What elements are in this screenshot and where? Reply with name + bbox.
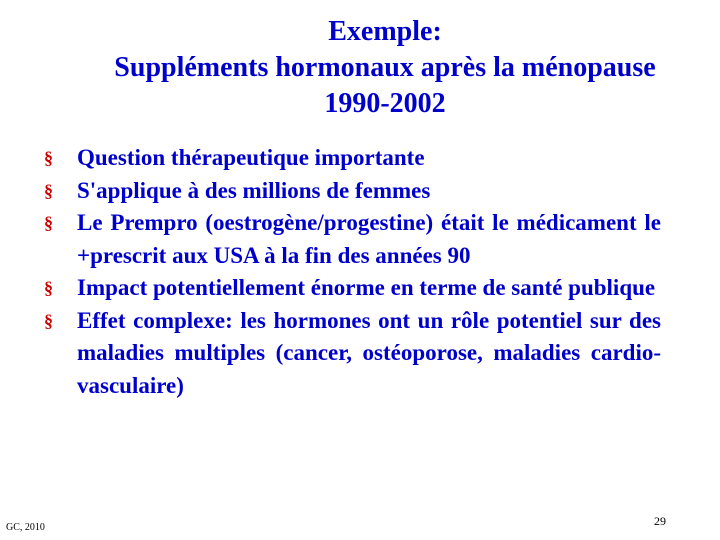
bullet-marker-icon: § [44, 213, 53, 233]
bullet-text: Effet complexe: les hormones ont un rôle potentiel sur des maladies multiples (cancer, ostéoporose, maladies cardio-vasculaire) [77, 307, 661, 398]
bullet-item [40, 175, 661, 208]
bullet-marker-icon: § [44, 180, 53, 201]
bullet-marker-icon: § [44, 278, 53, 298]
bullet-item [40, 272, 661, 305]
bullet-marker-icon: § [44, 148, 53, 168]
slide-title [40, 14, 720, 122]
title-line-1: Exemple: [328, 16, 442, 47]
bullet-marker-icon: § [44, 310, 53, 331]
bullet-text: Question thérapeutique importante [77, 145, 425, 170]
title-line-2: Suppléments hormonaux après la ménopause [114, 52, 656, 83]
page-number: 29 [654, 514, 666, 528]
bullet-item [40, 305, 661, 403]
bullet-list [40, 142, 661, 402]
bullet-text: Impact potentiellement énorme en terme de santé publique [77, 275, 656, 300]
bullet-text: Le Prempro (oestrogène/progestine) était le médicament le +prescrit aux USA à la fin des années 90 [77, 210, 661, 268]
footer-author: GC, 2010 [6, 522, 45, 533]
bullet-text: S'applique à des millions de femmes [77, 177, 431, 203]
bullet-item [40, 207, 661, 272]
bullet-item [40, 142, 661, 175]
title-line-3: 1990-2002 [324, 88, 446, 119]
